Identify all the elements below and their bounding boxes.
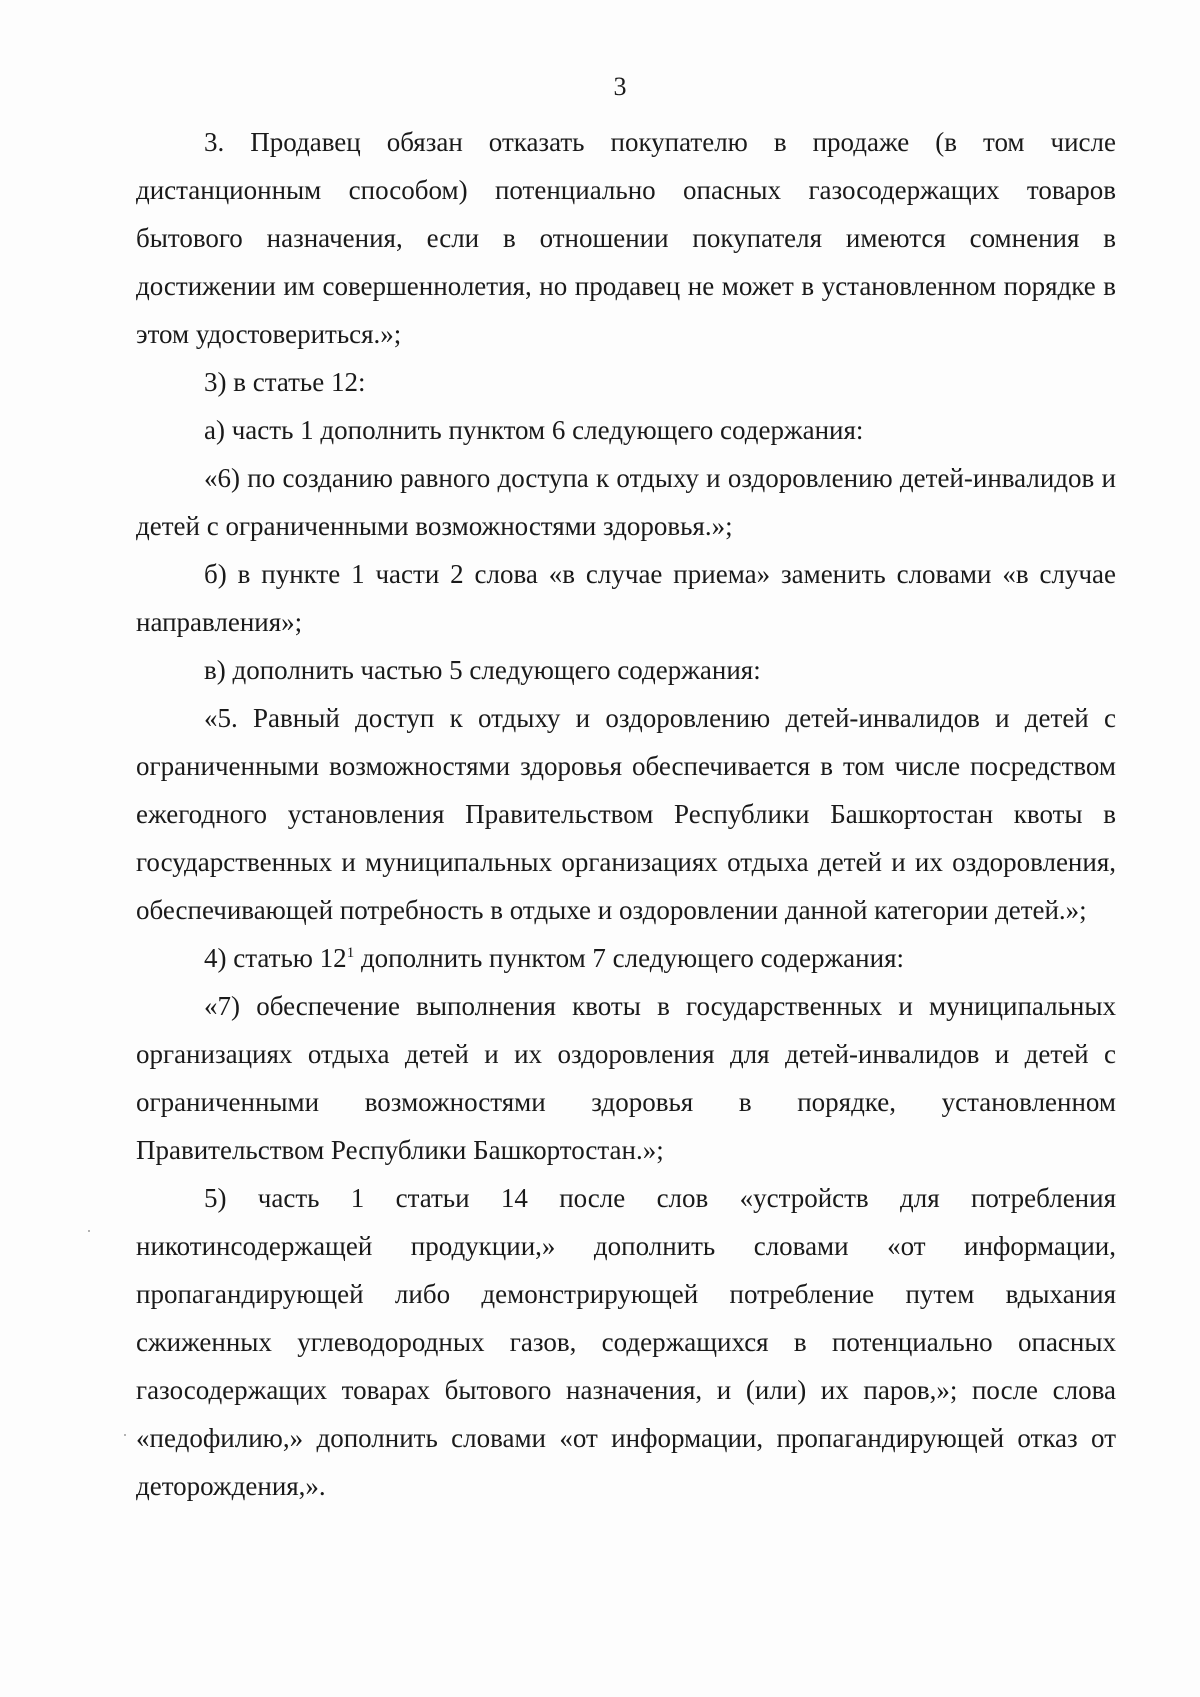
paragraph-part-1-item-6: а) часть 1 дополнить пунктом 6 следующего содержания: xyxy=(204,415,864,445)
paragraph-article-12: 3) в статье 12: xyxy=(204,367,366,397)
paragraph-article-12-1-before: 4) статью 12 xyxy=(204,943,347,973)
page-number: 3 xyxy=(613,72,627,101)
document-body xyxy=(136,118,1116,1510)
paragraph-replace-words: б) в пункте 1 части 2 слова «в случае приема» заменить словами «в случае направления»; xyxy=(136,559,1116,637)
superscript-mark: 1 xyxy=(346,945,355,961)
paragraph-article-12-1 xyxy=(136,934,1116,982)
paragraph-equal-access-quota: «5. Равный доступ к отдыху и оздоровлению детей-инвалидов и детей с ограниченными возможностями здоровья обеспечивается в том числе посредством ежегодного установления Правительством Республики Башкортостан квоты в государственных и муниципальных организациях отдыха детей и их оздоровления, обеспечивающей потребность в отдыхе и оздоровлении данной категории детей.»; xyxy=(136,703,1116,925)
paragraph-add-part-5: в) дополнить частью 5 следующего содержания: xyxy=(204,655,761,685)
paragraph-equal-access-item: «6) по созданию равного доступа к отдыху и оздоровлению детей-инвалидов и детей с ограниченными возможностями здоровья.»; xyxy=(136,463,1116,541)
paragraph-article-14: 5) часть 1 статьи 14 после слов «устройств для потребления никотинсодержащей продукции,» дополнить словами «от информации, пропагандирующей либо демонстрирующей потребление путем вдыхания сжиженных углеводородных газов, содержащихся в потенциально опасных газосодержащих товарах бытового назначения, и (или) их паров,»; после слова «педофилию,» дополнить словами «от информации, пропагандирующей отказ от деторождения,». xyxy=(136,1183,1116,1501)
scan-speck xyxy=(124,1434,126,1436)
paragraph-article-12-1-after: дополнить пунктом 7 следующего содержания: xyxy=(354,943,904,973)
paragraph-quota-fulfillment: «7) обеспечение выполнения квоты в государственных и муниципальных организациях отдыха детей и их оздоровления для детей-инвалидов и детей с ограниченными возможностями здоровья в порядке, установленном Правительством Республики Башкортостан.»; xyxy=(136,991,1116,1165)
paragraph-seller-refusal: 3. Продавец обязан отказать покупателю в продаже (в том числе дистанционным способом) потенциально опасных газосодержащих товаров бытового назначения, если в отношении покупателя имеются сомнения в достижении им совершеннолетия, но продавец не может в установленном порядке в этом удостовериться.»; xyxy=(136,127,1116,349)
scan-speck xyxy=(88,1230,90,1232)
